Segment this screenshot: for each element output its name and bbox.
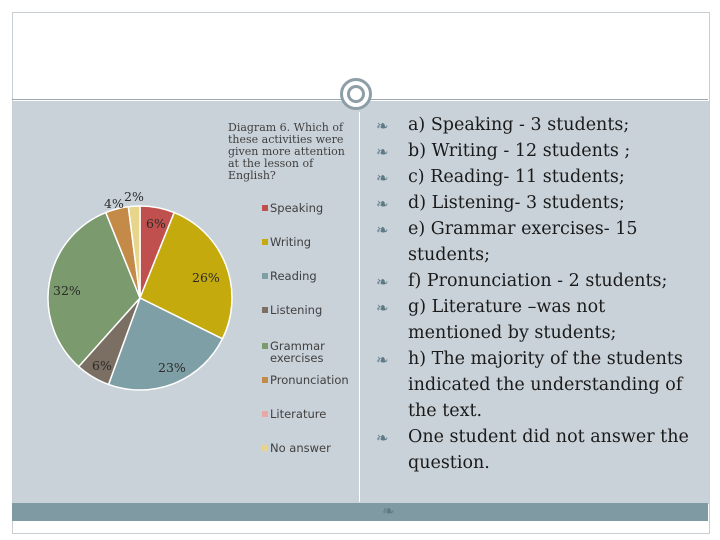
legend-swatch <box>262 205 268 211</box>
bullet-item <box>372 294 702 346</box>
page-curl-icon: ❧ <box>376 143 389 161</box>
data-label-no-answer: 2% <box>124 189 144 204</box>
bullet-item <box>372 138 702 164</box>
legend-label: Literature <box>270 407 327 421</box>
page-curl-icon: ❧ <box>376 429 389 447</box>
bullet-text: c) Reading- 11 students; <box>408 167 625 187</box>
page-curl-icon: ❧ <box>376 351 389 369</box>
bullet-text: g) Literature –was not mentioned by students; <box>408 297 617 343</box>
chart-title: Diagram 6. Which of these activities were given more attention at the lesson of English? <box>228 121 345 182</box>
page-curl-icon: ❧ <box>376 273 389 291</box>
data-label-listening: 6% <box>92 358 112 373</box>
bullet-item <box>372 190 702 216</box>
legend-swatch <box>262 343 268 349</box>
bullet-item <box>372 112 702 138</box>
legend-swatch <box>262 411 268 417</box>
legend-swatch <box>262 273 268 279</box>
legend-label: Grammar exercises <box>270 339 325 365</box>
legend-swatch <box>262 445 268 451</box>
data-label-pronunciation: 4% <box>104 196 124 211</box>
data-label-reading: 23% <box>158 360 186 375</box>
bullet-item <box>372 424 702 476</box>
legend-label: Pronunciation <box>270 373 349 387</box>
page-curl-icon: ❧ <box>376 195 389 213</box>
bullet-list <box>372 112 702 476</box>
bullet-text: a) Speaking - 3 students; <box>408 115 630 135</box>
page-curl-icon: ❧ <box>376 299 389 317</box>
bullet-item <box>372 268 702 294</box>
bullet-item <box>372 346 702 424</box>
bullet-text: b) Writing - 12 students ; <box>408 141 631 161</box>
legend-label: Reading <box>270 269 317 283</box>
legend-label: Listening <box>270 303 323 317</box>
data-label-writing: 26% <box>192 270 220 285</box>
legend-label: No answer <box>270 441 331 455</box>
legend-swatch <box>262 307 268 313</box>
bullet-text: d) Listening- 3 students; <box>408 193 625 213</box>
page-curl-icon: ❧ <box>376 169 389 187</box>
page-curl-icon: ❧ <box>376 117 389 135</box>
data-label-speaking: 6% <box>146 216 166 231</box>
legend-label: Speaking <box>270 201 324 215</box>
bullet-item <box>372 164 702 190</box>
legend-swatch <box>262 239 268 245</box>
legend-label: Writing <box>270 235 312 249</box>
page-curl-icon: ❧ <box>376 221 389 239</box>
bullet-text: e) Grammar exercises- 15 students; <box>408 219 638 265</box>
empty-bullet-icon: ❧ <box>382 502 395 520</box>
bullet-text: One student did not answer the question. <box>408 427 689 473</box>
data-label-grammar-exercises: 32% <box>53 283 81 298</box>
legend-swatch <box>262 377 268 383</box>
bullet-item <box>372 216 702 268</box>
bullet-text: h) The majority of the students indicated the understanding of the text. <box>408 349 683 421</box>
bullet-text: f) Pronunciation - 2 students; <box>408 271 668 291</box>
